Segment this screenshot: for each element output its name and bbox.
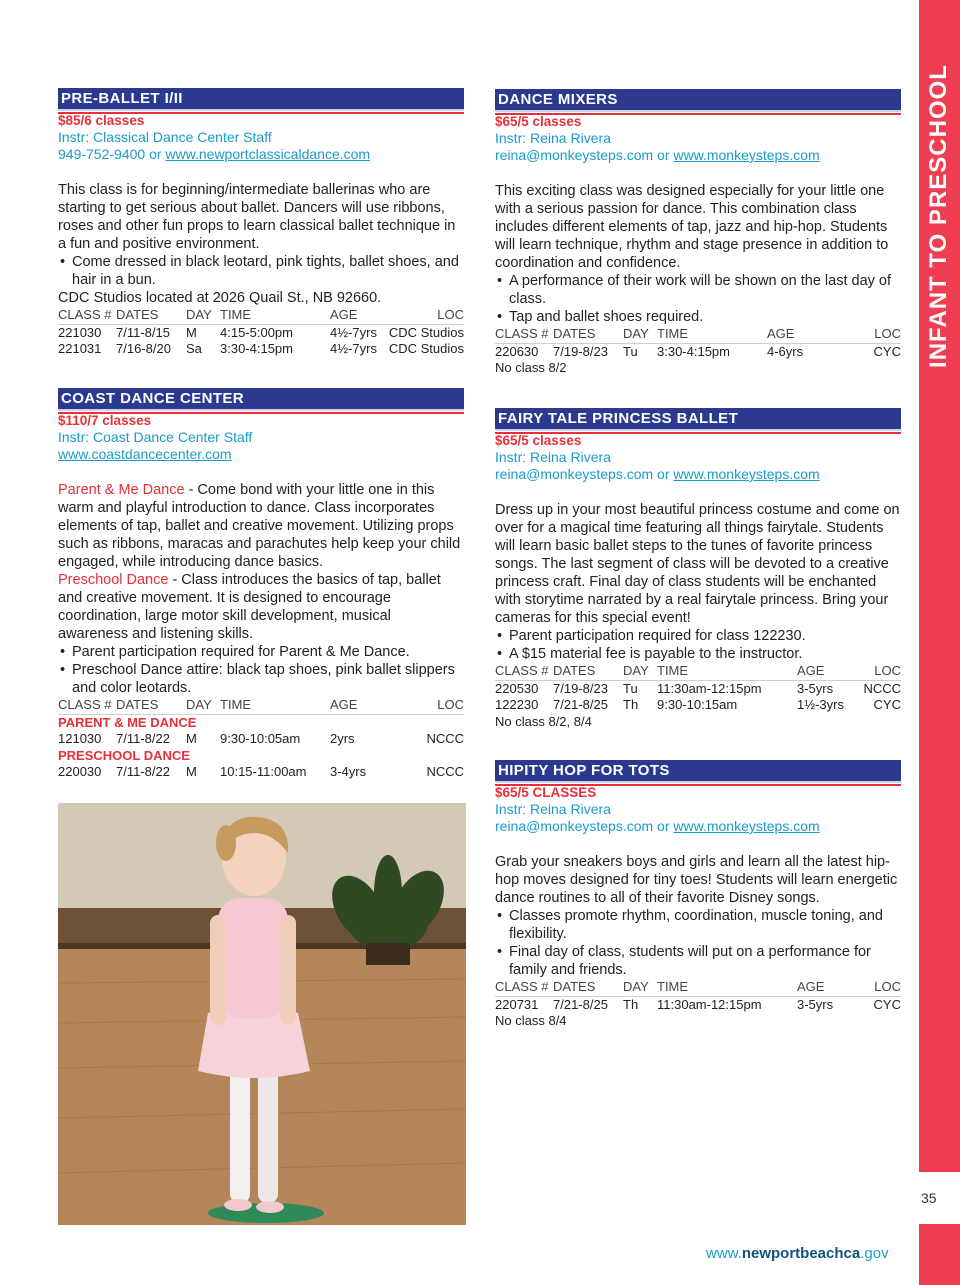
contact: reina@monkeysteps.com or www.monkeysteps.com	[495, 466, 820, 482]
list-item: • Final day of class, students will put on a performance for family and friends.	[495, 943, 901, 979]
coast-dance-section	[58, 388, 464, 781]
bullet-list	[495, 907, 901, 979]
preschool-description: Preschool Dance - Class introduces the basics of tap, ballet and creative movement. It is designed to encourage coordination, large motor skill development, musical awareness and listening skills.	[58, 572, 441, 642]
website-link[interactable]: www.monkeysteps.com	[673, 147, 820, 163]
table-header: CLASS # DATES DAY TIME AGE LOC	[58, 307, 464, 325]
schedule-table	[58, 697, 464, 781]
table-row: 220030 7/11-8/22 M 10:15-11:00am 3-4yrs NCCC	[58, 764, 464, 779]
price: $65/5 classes	[495, 433, 582, 448]
schedule-table	[495, 326, 901, 360]
parent-me-description: Parent & Me Dance - Come bond with your little one in this warm and playful introduction to dance. Class incorporates elements of tap, ballet and creative movement. Utilizing props such as ribbons, maracas and parachutes help keep your child engaged, while introducing dance basics.	[58, 482, 461, 570]
schedule-note: No class 8/2	[495, 360, 567, 375]
description: Dress up in your most beautiful princess costume and come on over for a magical time featuring all things fairytale. Students will learn basic ballet steps to the tunes of favorite princess songs. The last segment of class will be devoted to a creative princess craft. Final day of class students will be enchanted with storytime narrated by a real fairytale princess. Bring your cameras for this special event!	[495, 502, 900, 626]
instructor: Instr: Coast Dance Center Staff	[58, 429, 253, 445]
table-header: CLASS # DATES DAY TIME AGE LOC	[495, 326, 901, 344]
table-row: 220630 7/19-8/23 Tu 3:30-4:15pm 4-6yrs CYC	[495, 343, 901, 359]
description: This class is for beginning/intermediate ballerinas who are starting to get serious about ballet. Dancers will use ribbons, roses and other fun props to learn classical ballet technique in a fun and positive environment.	[58, 182, 456, 252]
website-link[interactable]: www.newportclassicaldance.com	[165, 146, 371, 162]
website-link[interactable]: www.coastdancecenter.com	[58, 446, 232, 462]
price: $65/5 CLASSES	[495, 785, 597, 800]
fairy-tale-section	[495, 408, 901, 730]
schedule-note: No class 8/2, 8/4	[495, 713, 592, 729]
group-label: PARENT & ME DANCE	[58, 714, 197, 730]
list-item: • Parent participation required for Parent & Me Dance.	[58, 643, 464, 661]
instructor: Instr: Reina Rivera	[495, 801, 611, 817]
table-row: 221031 7/16-8/20 Sa 3:30-4:15pm 4½-7yrs CDC Studios	[58, 341, 464, 356]
page-number: 35	[921, 1190, 937, 1206]
footer-url[interactable]: www.newportbeachca.gov	[706, 1245, 889, 1262]
schedule-table	[495, 979, 901, 1013]
hipity-hop-section	[495, 760, 901, 1030]
location-text: CDC Studios located at 2026 Quail St., NB 92660.	[58, 290, 382, 306]
website-link[interactable]: www.monkeysteps.com	[673, 466, 820, 482]
pre-ballet-section	[58, 88, 464, 358]
side-tab-label: INFANT TO PRESCHOOL	[925, 64, 952, 368]
instructor: Instr: Reina Rivera	[495, 130, 611, 146]
price: $110/7 classes	[58, 413, 152, 428]
ballet-girl-illustration	[58, 803, 466, 1225]
contact: 949-752-9400 or www.newportclassicaldance.com	[58, 146, 371, 162]
bullet-list	[58, 253, 464, 289]
price: $65/5 classes	[495, 114, 582, 129]
instructor: Instr: Reina Rivera	[495, 449, 611, 465]
list-item: • Tap and ballet shoes required.	[495, 308, 901, 326]
list-item: • A $15 material fee is payable to the instructor.	[495, 645, 901, 663]
ballet-girl-photo	[58, 803, 466, 1225]
section-title: HIPITY HOP FOR TOTS	[495, 760, 901, 783]
contact: reina@monkeysteps.com or www.monkeysteps.com	[495, 818, 820, 834]
list-item: • A performance of their work will be shown on the last day of class.	[495, 272, 901, 308]
list-item: • Come dressed in black leotard, pink tights, ballet shoes, and hair in a bun.	[58, 253, 464, 289]
group-label: PRESCHOOL DANCE	[58, 747, 190, 763]
list-item: • Parent participation required for class 122230.	[495, 627, 901, 645]
list-item: • Classes promote rhythm, coordination, muscle toning, and flexibility.	[495, 907, 901, 943]
contact: reina@monkeysteps.com or www.monkeysteps.com	[495, 147, 820, 163]
bullet-list	[495, 272, 901, 326]
table-row: 122230 7/21-8/25 Th 9:30-10:15am 1½-3yrs CYC	[495, 697, 901, 712]
table-header: CLASS # DATES DAY TIME AGE LOC	[495, 979, 901, 997]
dance-mixers-section	[495, 89, 901, 377]
description: Grab your sneakers boys and girls and learn all the latest hip-hop moves designed for tiny toes! Students will learn energetic dance routines to all of their favorite Disney songs.	[495, 854, 898, 906]
table-header: CLASS # DATES DAY TIME AGE LOC	[495, 663, 901, 681]
schedule-note: No class 8/4	[495, 1013, 567, 1028]
table-row: 221030 7/11-8/15 M 4:15-5:00pm 4½-7yrs CDC Studios	[58, 324, 464, 340]
table-row: 220530 7/19-8/23 Tu 11:30am-12:15pm 3-5yrs NCCC	[495, 680, 901, 696]
table-header: CLASS # DATES DAY TIME AGE LOC	[58, 697, 464, 715]
section-title: PRE-BALLET I/II	[58, 88, 464, 111]
bullet-list	[58, 643, 464, 697]
section-title: FAIRY TALE PRINCESS BALLET	[495, 408, 901, 431]
bullet-list	[495, 627, 901, 663]
contact	[58, 446, 464, 463]
schedule-table	[495, 663, 901, 714]
schedule-table	[58, 307, 464, 358]
section-title: DANCE MIXERS	[495, 89, 901, 112]
instructor: Instr: Classical Dance Center Staff	[58, 129, 272, 145]
section-title: COAST DANCE CENTER	[58, 388, 464, 411]
list-item: • Preschool Dance attire: black tap shoes, pink ballet slippers and color leotards.	[58, 661, 464, 697]
table-row: 121030 7/11-8/22 M 9:30-10:05am 2yrs NCCC	[58, 731, 464, 746]
price: $85/6 classes	[58, 113, 145, 128]
table-row: 220731 7/21-8/25 Th 11:30am-12:15pm 3-5yrs CYC	[495, 996, 901, 1012]
description: This exciting class was designed especially for your little one with a serious passion for dance. This combination class includes different elements of tap, jazz and hip-hop. Students will learn technique, rhythm and stage presence in addition to coordination and confidence.	[495, 183, 889, 271]
website-link[interactable]: www.monkeysteps.com	[673, 818, 820, 834]
